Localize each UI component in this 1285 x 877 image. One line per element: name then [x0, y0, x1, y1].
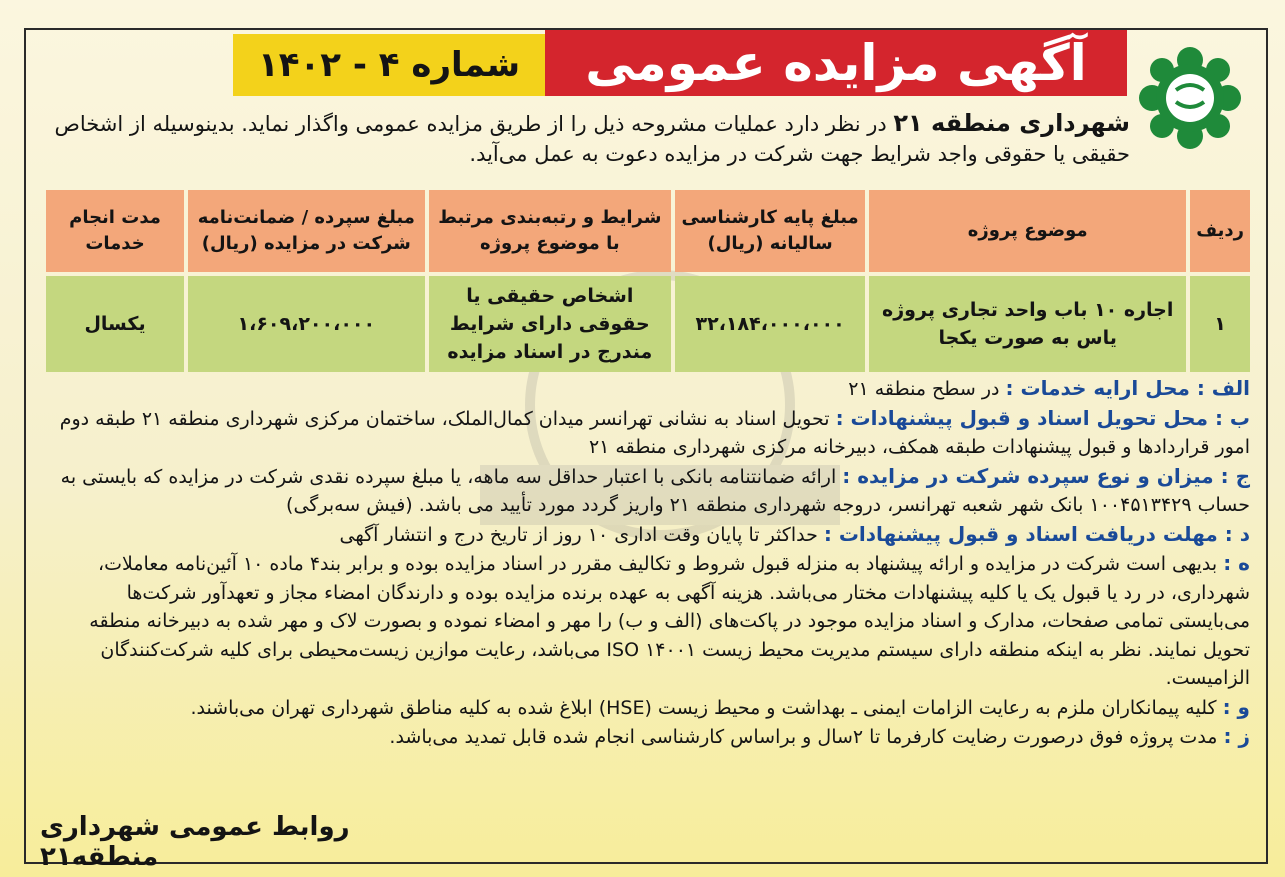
cell-duration: یکسال [46, 276, 184, 372]
clause-he-text: بدیهی است شرکت در مزایده و ارائه پیشنهاد به منزله قبول شروط و تکالیف مقرر در اسناد مزایده بوده و برابر بند۴ ماده ۱۰ آئین‌نامه معاملات، شهرداری، در رد یا قبول یک یا کلیه پیشنهادات مختار می‌باشد. هزینه آگهی به عهده برنده مزایده بوده و دارندگان امضاء مجاز و تعهدآور شرکت‌ها می‌بایستی تمامی صفحات، مدارک و اسناد مزایده موجود در پاکت‌های (الف و ب) را مهر و امضاء نموده و بصورت لاک و مهر شده به دبیرخانه منطقه تحویل نمایند. نظر به اینکه منطقه دارای سیستم مدیریت محیط زیست ISO ۱۴۰۰۱ می‌باشد، رعایت موازین زیست‌محیطی برای کلیه شرکت‌کنندگان الزامیست. [89, 553, 1250, 689]
clause-vav-label: و : [1222, 694, 1250, 719]
clause-vav [40, 693, 1250, 723]
cell-row-number: ۱ [1190, 276, 1250, 372]
header-subject: موضوع پروژه [869, 190, 1186, 272]
header-duration: مدت انجام خدمات [46, 190, 184, 272]
clauses-section [40, 374, 1250, 752]
tehran-municipality-logo-icon [1136, 46, 1244, 150]
clause-alef [40, 374, 1250, 404]
clause-dal-text: حداکثر تا پایان وقت اداری ۱۰ روز از تاریخ درج و انتشار آگهی [339, 523, 818, 546]
clause-alef-text: در سطح منطقه ۲۱ [848, 378, 1000, 400]
header-base-price: مبلغ پایه کارشناسی سالیانه (ریال) [675, 190, 865, 272]
cell-conditions: اشخاص حقیقی یا حقوقی دارای شرایط مندرج در اسناد مزایده [429, 276, 671, 372]
table-row [46, 276, 1250, 372]
header-deposit: مبلغ سپرده / ضمانت‌نامه شرکت در مزایده (ریال) [188, 190, 425, 272]
clause-dal [40, 520, 1250, 550]
intro-text: در نظر دارد عملیات مشروحه ذیل را از طریق مزایده عمومی واگذار نماید. بدینوسیله از اشخاص حقیقی یا حقوقی واجد شرایط جهت شرکت در مزایده دعوت به عمل می‌آید. [54, 112, 1130, 166]
table-header-row [46, 190, 1250, 272]
organization-name: شهرداری منطقه ۲۱ [893, 109, 1130, 137]
clause-ze-label: ز : [1223, 724, 1250, 748]
clause-ze-text: مدت پروژه فوق درصورت رضایت کارفرما تا ۲سال و براساس کارشناسی انجام شده قابل تمدید می‌باشد. [389, 726, 1218, 748]
header-row-number: ردیف [1190, 190, 1250, 272]
clause-be-label: ب : محل تحویل اسناد و قبول پیشنهادات : [835, 405, 1250, 430]
intro-paragraph [40, 108, 1130, 169]
header-conditions: شرایط و رتبه‌بندی مرتبط با موضوع پروژه [429, 190, 671, 272]
clause-ze [40, 722, 1250, 752]
clause-jim-label: ج : میزان و نوع سپرده شرکت در مزایده : [842, 463, 1250, 488]
clause-vav-text: کلیه پیمانکاران ملزم به رعایت الزامات ایمنی ـ بهداشت و محیط زیست (HSE) ابلاغ شده به کلیه مناطق شهرداری تهران می‌باشند. [190, 696, 1217, 719]
tender-number: شماره ۴ - ۱۴۰۲ [257, 45, 521, 85]
cell-deposit: ۱،۶۰۹،۲۰۰،۰۰۰ [188, 276, 425, 372]
clause-jim [40, 462, 1250, 520]
clause-he-label: ه : [1223, 551, 1250, 575]
clause-be-text: تحویل اسناد به نشانی تهرانسر میدان کمال‌الملک، ساختمان مرکزی شهرداری منطقه ۲۱ طبقه دوم امور قراردادها و قبول پیشنهادات طبقه همکف، دبیرخانه مرکزی شهرداری منطقه ۲۱ [59, 407, 1250, 458]
cell-subject: اجاره ۱۰ باب واحد تجاری پروژه یاس به صورت یکجا [869, 276, 1186, 372]
clause-he [40, 549, 1250, 693]
cell-base-price: ۳۲،۱۸۴،۰۰۰،۰۰۰ [675, 276, 865, 372]
public-relations-signature: روابط عمومی شهرداری منطقه۲۱ [40, 812, 350, 872]
page-title: آگهی مزایده عمومی [545, 30, 1127, 96]
clause-jim-text: ارائه ضمانتنامه بانکی با اعتبار حداقل سه ماهه، یا مبلغ سپرده نقدی شرکت در مزایده که بایستی به حساب ۱۰۰۴۵۱۳۴۲۹ بانک شهر شعبه تهرانسر، دروجه شهرداری منطقه ۲۱ واریز گردد مورد تأیید می باشد. (فیش سه‌برگی) [60, 465, 1250, 516]
clause-dal-label: د : مهلت دریافت اسناد و قبول پیشنهادات : [823, 521, 1250, 546]
tender-table [42, 186, 1254, 376]
clause-alef-label: الف : محل ارایه خدمات : [1005, 376, 1250, 400]
clause-be [40, 404, 1250, 462]
